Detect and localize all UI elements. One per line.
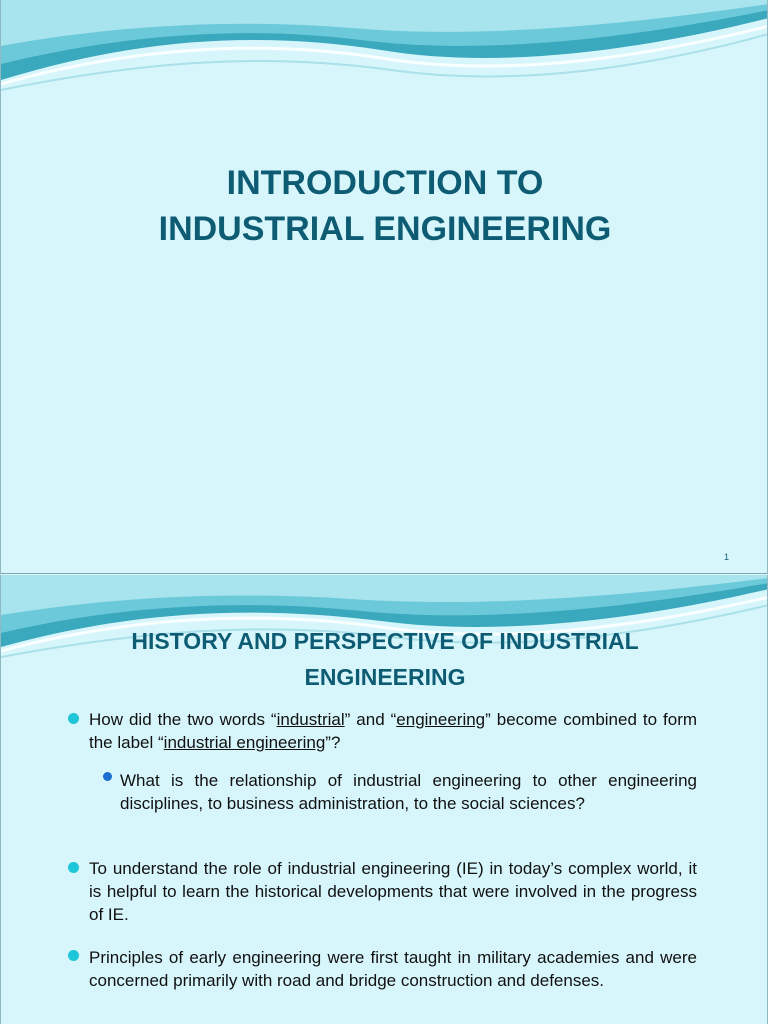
bullet-2: To understand the role of industrial engineering (IE) in today’s complex world, it is helpful to learn the historical developments that were involved in the progress of IE. bbox=[89, 859, 697, 924]
page-number: 1 bbox=[723, 552, 729, 562]
bullet-3: Principles of early engineering were first taught in military academies and were concerned primarily with road and bridge construction and defenses. bbox=[89, 948, 697, 990]
bullet-1-text: ” become combined to form the label “ bbox=[89, 710, 698, 752]
bullet-1-text: ”? bbox=[325, 733, 341, 752]
underlined-term: engineering bbox=[396, 710, 486, 729]
bullet-1-text: ” and “ bbox=[344, 710, 397, 729]
bullet-1-text: How did the two words “ bbox=[89, 710, 277, 729]
slide-2-title bbox=[1, 623, 768, 695]
slide-2 bbox=[0, 575, 768, 1024]
decorative-wave bbox=[1, 0, 768, 120]
bullet-icon bbox=[68, 862, 79, 873]
bullet-1 bbox=[89, 708, 697, 754]
slide-2-title-line-1: HISTORY AND PERSPECTIVE OF INDUSTRIAL bbox=[131, 628, 639, 654]
sub-bullet-1: What is the relationship of industrial engineering to other engineering disciplines, to business administration, to the social sciences? bbox=[120, 771, 697, 813]
slide-1-title-line-2: INDUSTRIAL ENGINEERING bbox=[158, 210, 612, 248]
slide-2-title-line-2: ENGINEERING bbox=[304, 664, 466, 690]
slide-1-title-line-1: INTRODUCTION TO bbox=[226, 164, 544, 202]
underlined-term: industrial engineering bbox=[163, 733, 326, 752]
bullet-icon bbox=[68, 950, 79, 961]
underlined-term: industrial bbox=[276, 710, 345, 729]
bullet-icon bbox=[68, 713, 79, 724]
sub-bullet-icon bbox=[103, 772, 112, 781]
slide-1-title bbox=[1, 160, 768, 252]
